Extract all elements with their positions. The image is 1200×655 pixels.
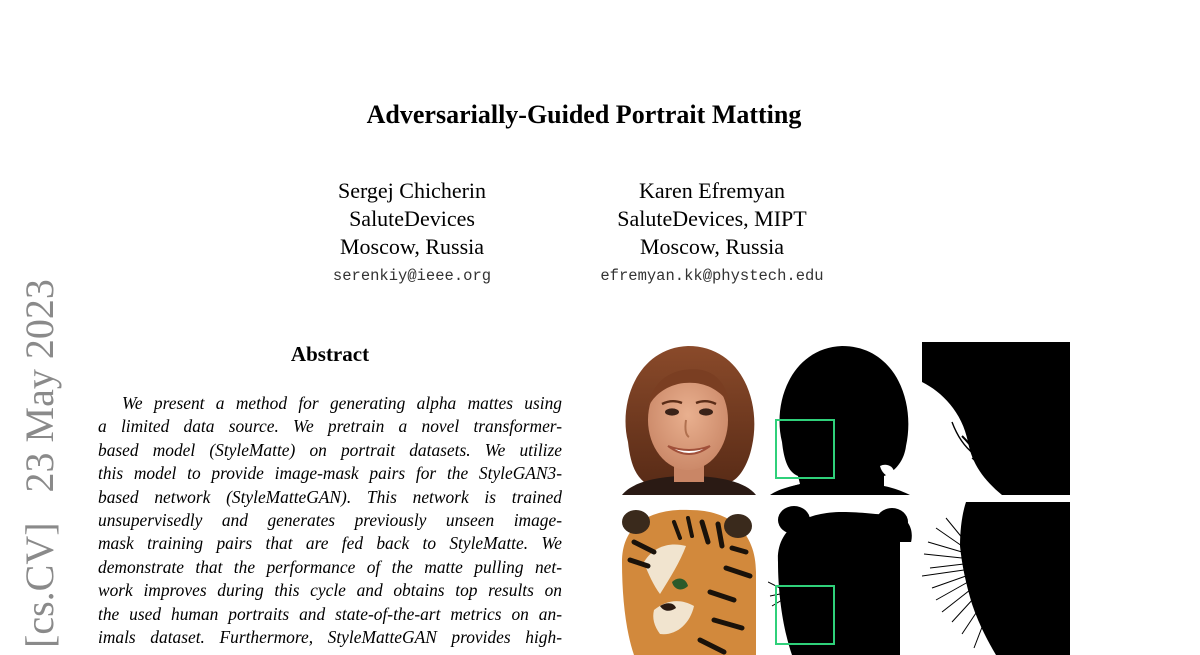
- teaser-figure: [614, 342, 1070, 648]
- author-affiliation: SaluteDevices, MIPT: [617, 206, 807, 231]
- portrait-photo-icon: [614, 342, 762, 495]
- author-location: Moscow, Russia: [339, 234, 485, 259]
- author-block-1: [252, 177, 572, 291]
- abstract-line: mask training pairs that are fed back to StyleMatte. We: [98, 533, 562, 554]
- abstract-line: unsupervisedly and generates previously unseen image-: [98, 510, 562, 531]
- abstract-line: work improves during this cycle and obtains top results on: [98, 580, 562, 601]
- abstract-line: demonstrate that the performance of the matte pulling net-: [98, 556, 562, 577]
- hair-detail-crop-icon: [922, 342, 1070, 495]
- tiger-photo-panel: [614, 502, 762, 655]
- tiger-mask-panel: [768, 502, 916, 655]
- abstract-line: a limited data source. We pretrain a novel transformer-: [98, 416, 562, 437]
- portrait-alpha-mask-icon: [768, 342, 916, 495]
- arxiv-date: 23 May 2023: [17, 279, 62, 493]
- arxiv-stamp: [12, 279, 68, 648]
- abstract-line: based model (StyleMatte) on portrait datasets. We utilize: [98, 439, 562, 460]
- portrait-crop-panel: [922, 342, 1070, 495]
- fur-detail-crop-icon: [922, 502, 1070, 655]
- abstract-line: We present a method for generating alpha mattes using: [122, 393, 562, 413]
- author-email: serenkiy@ieee.org: [332, 267, 492, 285]
- author-location: Moscow, Russia: [639, 234, 785, 259]
- tiger-alpha-mask-icon: [768, 502, 916, 655]
- portrait-photo-panel: [614, 342, 762, 495]
- abstract-line: imals dataset. Furthermore, StyleMatteGAN provides high-: [98, 627, 562, 648]
- author-block-2: [552, 177, 872, 291]
- abstract-line: this model to provide image-mask pairs for the StyleGAN3-: [98, 463, 562, 484]
- paper-title: Adversarially-Guided Portrait Matting: [366, 100, 802, 129]
- tiger-crop-panel: [922, 502, 1070, 655]
- portrait-mask-panel: [768, 342, 916, 495]
- author-name: Sergej Chicherin: [337, 178, 487, 203]
- abstract-line: the used human portraits and state-of-the-art metrics on an-: [98, 603, 562, 624]
- tiger-photo-icon: [614, 502, 762, 655]
- abstract-heading: Abstract: [290, 342, 370, 366]
- author-name: Karen Efremyan: [639, 178, 785, 203]
- author-affiliation: SaluteDevices: [349, 206, 475, 231]
- abstract-line: based network (StyleMatteGAN). This network is trained: [98, 486, 562, 507]
- abstract-body: [98, 392, 562, 649]
- author-email: efremyan.kk@phystech.edu: [600, 267, 824, 285]
- arxiv-category: [cs.CV]: [17, 522, 62, 648]
